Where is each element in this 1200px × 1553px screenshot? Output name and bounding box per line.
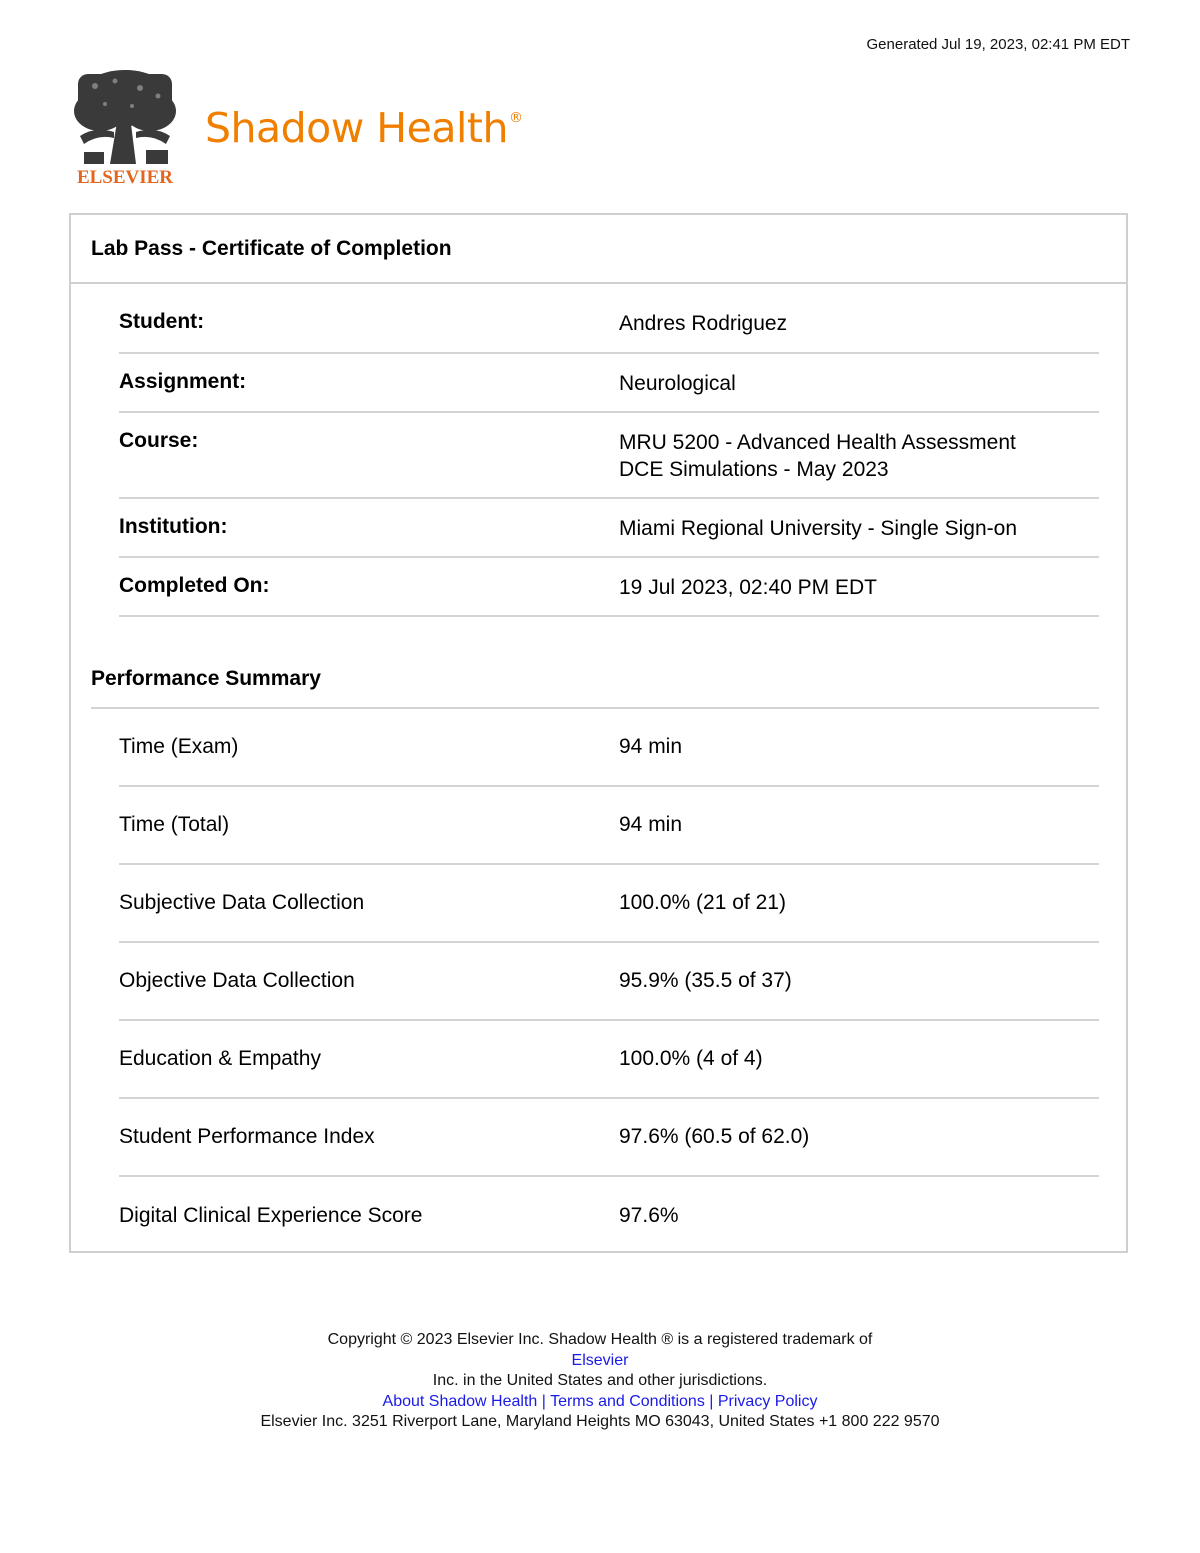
info-value [619, 558, 1099, 615]
performance-label: Education & Empathy [119, 1047, 321, 1070]
info-label: Completed On: [119, 574, 270, 597]
info-label: Institution: [119, 515, 228, 538]
performance-label: Objective Data Collection [119, 969, 355, 992]
terms-and-conditions-link[interactable]: Terms and Conditions [550, 1392, 705, 1410]
certificate-title: Lab Pass - Certificate of Completion [71, 215, 1126, 284]
info-label: Student: [119, 310, 205, 333]
performance-row [119, 943, 1099, 1021]
info-row-course [119, 413, 1099, 499]
info-value-line: Neurological [619, 372, 736, 395]
performance-label: Subjective Data Collection [119, 891, 365, 914]
info-row-completed-on [119, 558, 1099, 617]
performance-value: 94 min [619, 735, 683, 758]
performance-label: Time (Exam) [119, 735, 239, 758]
performance-value: 97.6% [619, 1204, 679, 1227]
info-row-student [119, 284, 1099, 354]
about-shadow-health-link[interactable]: About Shadow Health [382, 1392, 538, 1410]
privacy-policy-link[interactable]: Privacy Policy [717, 1392, 818, 1410]
info-row-assignment [119, 354, 1099, 413]
performance-value: 95.9% (35.5 of 37) [619, 969, 792, 992]
info-value-line: Andres Rodriguez [619, 312, 788, 335]
footer-jurisdiction: Inc. in the United States and other jurisdictions. [432, 1372, 768, 1389]
performance-label: Digital Clinical Experience Score [119, 1204, 423, 1227]
certificate-card [69, 213, 1128, 1253]
generated-timestamp: Generated Jul 19, 2023, 02:41 PM EDT [866, 36, 1130, 53]
footer [0, 1330, 1200, 1433]
performance-row [119, 709, 1099, 787]
info-value-line: Miami Regional University - Single Sign-on [619, 517, 1017, 540]
footer-address: Elsevier Inc. 3251 Riverport Lane, Maryland Heights MO 63043, United States +1 800 222 9570 [260, 1413, 940, 1430]
link-separator: | [537, 1392, 551, 1410]
brand-name [205, 104, 522, 152]
info-value [619, 499, 1099, 556]
info-label: Assignment: [119, 370, 247, 393]
performance-label: Time (Total) [119, 813, 230, 836]
performance-list [71, 709, 1126, 1255]
performance-value: 100.0% (4 of 4) [619, 1047, 763, 1070]
performance-row [119, 1177, 1099, 1255]
info-value [619, 354, 1099, 411]
performance-label: Student Performance Index [119, 1125, 375, 1148]
elsevier-wordmark: ELSEVIER [76, 167, 174, 186]
info-value-line: 19 Jul 2023, 02:40 PM EDT [619, 576, 877, 599]
link-separator: | [704, 1392, 718, 1410]
registered-mark: ® [508, 110, 523, 126]
brand-title: Shadow Health [205, 104, 508, 152]
info-value-line: DCE Simulations - May 2023 [619, 458, 889, 481]
performance-row [119, 787, 1099, 865]
elsevier-link[interactable]: Elsevier [571, 1351, 629, 1369]
info-value [619, 413, 1099, 497]
performance-value: 94 min [619, 813, 683, 836]
performance-value: 100.0% (21 of 21) [619, 891, 786, 914]
info-row-institution [119, 499, 1099, 558]
performance-row [119, 1021, 1099, 1099]
performance-row [119, 1099, 1099, 1177]
performance-summary-title: Performance Summary [91, 617, 1099, 709]
info-label: Course: [119, 429, 199, 452]
info-value [619, 284, 1099, 352]
info-value-line: MRU 5200 - Advanced Health Assessment [619, 431, 1016, 454]
performance-row [119, 865, 1099, 943]
elsevier-tree-logo-icon [70, 66, 180, 186]
performance-value: 97.6% (60.5 of 62.0) [619, 1125, 810, 1148]
footer-copyright: Copyright © 2023 Elsevier Inc. Shadow Health ® is a registered trademark of [327, 1331, 873, 1348]
footer-links [0, 1392, 1200, 1413]
